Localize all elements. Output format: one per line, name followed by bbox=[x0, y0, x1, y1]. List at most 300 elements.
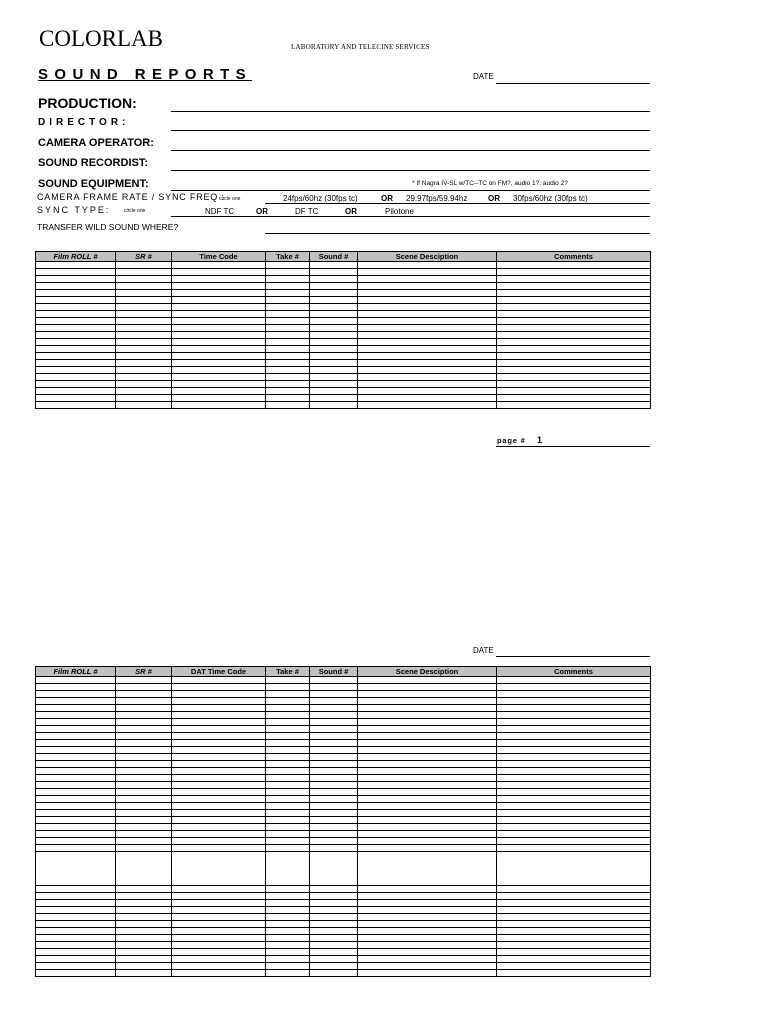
table-cell[interactable] bbox=[497, 318, 651, 325]
table-cell[interactable] bbox=[266, 782, 310, 789]
table-cell[interactable] bbox=[36, 677, 116, 684]
table-cell[interactable] bbox=[497, 381, 651, 388]
table-cell[interactable] bbox=[116, 691, 172, 698]
table-cell[interactable] bbox=[358, 907, 497, 914]
table-cell[interactable] bbox=[497, 817, 651, 824]
table-cell[interactable] bbox=[116, 768, 172, 775]
table-cell[interactable] bbox=[266, 921, 310, 928]
table-cell[interactable] bbox=[266, 970, 310, 977]
table-cell[interactable] bbox=[310, 831, 358, 838]
table-cell[interactable] bbox=[358, 719, 497, 726]
table-cell[interactable] bbox=[116, 262, 172, 269]
table-cell[interactable] bbox=[36, 297, 116, 304]
table-cell[interactable] bbox=[310, 332, 358, 339]
table-cell[interactable] bbox=[172, 381, 266, 388]
table-cell[interactable] bbox=[36, 705, 116, 712]
table-cell[interactable] bbox=[116, 374, 172, 381]
table-cell[interactable] bbox=[266, 346, 310, 353]
table-cell[interactable] bbox=[358, 935, 497, 942]
table-cell[interactable] bbox=[172, 907, 266, 914]
table-cell[interactable] bbox=[172, 733, 266, 740]
table-cell[interactable] bbox=[310, 838, 358, 845]
table-cell[interactable] bbox=[497, 733, 651, 740]
table-cell[interactable] bbox=[116, 782, 172, 789]
table-cell[interactable] bbox=[36, 782, 116, 789]
table-cell[interactable] bbox=[497, 949, 651, 956]
table-cell[interactable] bbox=[172, 726, 266, 733]
table-cell[interactable] bbox=[172, 339, 266, 346]
table-cell[interactable] bbox=[116, 325, 172, 332]
table-cell[interactable] bbox=[36, 719, 116, 726]
table-cell[interactable] bbox=[497, 914, 651, 921]
table-cell[interactable] bbox=[116, 395, 172, 402]
table-cell[interactable] bbox=[310, 276, 358, 283]
frame-rate-option-3[interactable]: 30fps/60hz (30fps tc) bbox=[513, 194, 588, 203]
table-cell[interactable] bbox=[36, 381, 116, 388]
table-cell[interactable] bbox=[116, 290, 172, 297]
table-cell[interactable] bbox=[310, 893, 358, 900]
table-cell[interactable] bbox=[36, 691, 116, 698]
table-cell[interactable] bbox=[266, 831, 310, 838]
table-cell[interactable] bbox=[310, 900, 358, 907]
table-cell[interactable] bbox=[358, 942, 497, 949]
table-cell[interactable] bbox=[497, 789, 651, 796]
table-cell[interactable] bbox=[266, 269, 310, 276]
table-cell[interactable] bbox=[36, 283, 116, 290]
table-cell[interactable] bbox=[266, 262, 310, 269]
table-cell[interactable] bbox=[116, 942, 172, 949]
table-cell[interactable] bbox=[358, 705, 497, 712]
table-cell[interactable] bbox=[358, 311, 497, 318]
table-cell[interactable] bbox=[497, 726, 651, 733]
table-cell[interactable] bbox=[266, 283, 310, 290]
table-cell[interactable] bbox=[358, 367, 497, 374]
table-cell[interactable] bbox=[116, 838, 172, 845]
table-cell[interactable] bbox=[358, 831, 497, 838]
table-cell[interactable] bbox=[172, 838, 266, 845]
table-cell[interactable] bbox=[266, 914, 310, 921]
table-cell[interactable] bbox=[266, 388, 310, 395]
table-cell[interactable] bbox=[310, 304, 358, 311]
table-cell[interactable] bbox=[266, 935, 310, 942]
table-cell[interactable] bbox=[116, 733, 172, 740]
table-cell[interactable] bbox=[172, 935, 266, 942]
table-cell[interactable] bbox=[172, 970, 266, 977]
table-cell[interactable] bbox=[310, 942, 358, 949]
table-cell[interactable] bbox=[310, 845, 358, 852]
date-input-line-2[interactable] bbox=[496, 656, 650, 657]
table-cell[interactable] bbox=[266, 754, 310, 761]
table-cell[interactable] bbox=[36, 817, 116, 824]
table-cell[interactable] bbox=[310, 346, 358, 353]
table-cell[interactable] bbox=[310, 353, 358, 360]
table-cell[interactable] bbox=[310, 782, 358, 789]
table-cell[interactable] bbox=[497, 262, 651, 269]
table-cell[interactable] bbox=[266, 949, 310, 956]
table-cell[interactable] bbox=[497, 332, 651, 339]
table-cell[interactable] bbox=[497, 325, 651, 332]
table-cell[interactable] bbox=[172, 677, 266, 684]
table-cell[interactable] bbox=[497, 852, 651, 886]
table-cell[interactable] bbox=[310, 914, 358, 921]
table-cell[interactable] bbox=[310, 311, 358, 318]
table-cell[interactable] bbox=[36, 893, 116, 900]
table-cell[interactable] bbox=[172, 719, 266, 726]
table-cell[interactable] bbox=[310, 262, 358, 269]
table-cell[interactable] bbox=[172, 374, 266, 381]
table-cell[interactable] bbox=[36, 269, 116, 276]
table-cell[interactable] bbox=[497, 761, 651, 768]
table-cell[interactable] bbox=[172, 928, 266, 935]
table-cell[interactable] bbox=[497, 297, 651, 304]
table-cell[interactable] bbox=[172, 942, 266, 949]
table-cell[interactable] bbox=[497, 907, 651, 914]
table-cell[interactable] bbox=[310, 747, 358, 754]
table-cell[interactable] bbox=[172, 276, 266, 283]
table-cell[interactable] bbox=[497, 698, 651, 705]
table-cell[interactable] bbox=[358, 360, 497, 367]
table-cell[interactable] bbox=[266, 712, 310, 719]
table-cell[interactable] bbox=[266, 942, 310, 949]
table-cell[interactable] bbox=[310, 712, 358, 719]
table-cell[interactable] bbox=[358, 712, 497, 719]
table-cell[interactable] bbox=[36, 367, 116, 374]
table-cell[interactable] bbox=[36, 318, 116, 325]
table-cell[interactable] bbox=[497, 311, 651, 318]
table-cell[interactable] bbox=[36, 761, 116, 768]
table-cell[interactable] bbox=[497, 367, 651, 374]
table-cell[interactable] bbox=[36, 740, 116, 747]
table-cell[interactable] bbox=[310, 796, 358, 803]
table-cell[interactable] bbox=[36, 928, 116, 935]
table-cell[interactable] bbox=[358, 928, 497, 935]
table-cell[interactable] bbox=[310, 726, 358, 733]
table-cell[interactable] bbox=[36, 838, 116, 845]
table-cell[interactable] bbox=[172, 360, 266, 367]
frame-rate-option-1[interactable]: 24fps/60hz (30fps tc) bbox=[283, 194, 358, 203]
table-cell[interactable] bbox=[36, 276, 116, 283]
table-cell[interactable] bbox=[497, 845, 651, 852]
table-cell[interactable] bbox=[310, 733, 358, 740]
table-cell[interactable] bbox=[358, 346, 497, 353]
table-cell[interactable] bbox=[358, 747, 497, 754]
table-cell[interactable] bbox=[36, 970, 116, 977]
table-cell[interactable] bbox=[36, 803, 116, 810]
table-cell[interactable] bbox=[116, 269, 172, 276]
table-cell[interactable] bbox=[310, 395, 358, 402]
table-cell[interactable] bbox=[116, 367, 172, 374]
table-cell[interactable] bbox=[116, 761, 172, 768]
table-cell[interactable] bbox=[172, 304, 266, 311]
table-cell[interactable] bbox=[266, 852, 310, 886]
table-cell[interactable] bbox=[310, 402, 358, 409]
table-cell[interactable] bbox=[36, 963, 116, 970]
table-cell[interactable] bbox=[36, 712, 116, 719]
table-cell[interactable] bbox=[266, 395, 310, 402]
table-cell[interactable] bbox=[172, 402, 266, 409]
table-cell[interactable] bbox=[310, 269, 358, 276]
table-cell[interactable] bbox=[116, 712, 172, 719]
table-cell[interactable] bbox=[358, 402, 497, 409]
table-cell[interactable] bbox=[497, 942, 651, 949]
table-cell[interactable] bbox=[310, 381, 358, 388]
table-cell[interactable] bbox=[310, 921, 358, 928]
table-cell[interactable] bbox=[310, 956, 358, 963]
table-cell[interactable] bbox=[266, 332, 310, 339]
table-cell[interactable] bbox=[310, 935, 358, 942]
table-cell[interactable] bbox=[358, 353, 497, 360]
table-cell[interactable] bbox=[497, 304, 651, 311]
table-cell[interactable] bbox=[497, 269, 651, 276]
table-cell[interactable] bbox=[116, 381, 172, 388]
transfer-wild-input-line[interactable] bbox=[265, 233, 650, 234]
table-cell[interactable] bbox=[116, 353, 172, 360]
table-cell[interactable] bbox=[310, 677, 358, 684]
table-cell[interactable] bbox=[310, 768, 358, 775]
table-cell[interactable] bbox=[36, 949, 116, 956]
table-cell[interactable] bbox=[266, 684, 310, 691]
table-cell[interactable] bbox=[172, 782, 266, 789]
table-cell[interactable] bbox=[358, 339, 497, 346]
table-cell[interactable] bbox=[358, 838, 497, 845]
table-cell[interactable] bbox=[358, 956, 497, 963]
table-cell[interactable] bbox=[310, 684, 358, 691]
table-cell[interactable] bbox=[497, 346, 651, 353]
table-cell[interactable] bbox=[36, 831, 116, 838]
table-cell[interactable] bbox=[266, 796, 310, 803]
table-cell[interactable] bbox=[172, 684, 266, 691]
table-cell[interactable] bbox=[266, 803, 310, 810]
table-cell[interactable] bbox=[172, 297, 266, 304]
table-cell[interactable] bbox=[310, 810, 358, 817]
table-cell[interactable] bbox=[116, 886, 172, 893]
table-cell[interactable] bbox=[36, 810, 116, 817]
table-cell[interactable] bbox=[266, 719, 310, 726]
table-cell[interactable] bbox=[266, 733, 310, 740]
table-cell[interactable] bbox=[358, 325, 497, 332]
table-cell[interactable] bbox=[266, 747, 310, 754]
table-cell[interactable] bbox=[172, 824, 266, 831]
table-cell[interactable] bbox=[36, 733, 116, 740]
table-cell[interactable] bbox=[36, 346, 116, 353]
table-cell[interactable] bbox=[116, 928, 172, 935]
table-cell[interactable] bbox=[36, 914, 116, 921]
table-cell[interactable] bbox=[266, 907, 310, 914]
table-cell[interactable] bbox=[266, 304, 310, 311]
table-cell[interactable] bbox=[497, 754, 651, 761]
table-cell[interactable] bbox=[172, 712, 266, 719]
table-cell[interactable] bbox=[36, 775, 116, 782]
table-cell[interactable] bbox=[116, 754, 172, 761]
table-cell[interactable] bbox=[497, 970, 651, 977]
sound-equipment-input-line[interactable] bbox=[171, 190, 650, 191]
table-cell[interactable] bbox=[172, 914, 266, 921]
table-cell[interactable] bbox=[266, 367, 310, 374]
table-cell[interactable] bbox=[172, 831, 266, 838]
table-cell[interactable] bbox=[172, 845, 266, 852]
table-cell[interactable] bbox=[36, 339, 116, 346]
table-cell[interactable] bbox=[116, 297, 172, 304]
table-cell[interactable] bbox=[358, 691, 497, 698]
table-cell[interactable] bbox=[266, 325, 310, 332]
table-cell[interactable] bbox=[497, 831, 651, 838]
table-cell[interactable] bbox=[116, 276, 172, 283]
table-cell[interactable] bbox=[36, 789, 116, 796]
table-cell[interactable] bbox=[116, 775, 172, 782]
table-cell[interactable] bbox=[172, 395, 266, 402]
table-cell[interactable] bbox=[310, 339, 358, 346]
table-cell[interactable] bbox=[116, 388, 172, 395]
table-cell[interactable] bbox=[358, 949, 497, 956]
table-cell[interactable] bbox=[36, 290, 116, 297]
table-cell[interactable] bbox=[172, 318, 266, 325]
table-cell[interactable] bbox=[36, 698, 116, 705]
table-cell[interactable] bbox=[172, 691, 266, 698]
table-cell[interactable] bbox=[116, 810, 172, 817]
table-cell[interactable] bbox=[116, 970, 172, 977]
table-cell[interactable] bbox=[266, 768, 310, 775]
table-cell[interactable] bbox=[310, 761, 358, 768]
table-cell[interactable] bbox=[116, 963, 172, 970]
frame-rate-option-2[interactable]: 29.97fps/59.94hz bbox=[406, 194, 468, 203]
table-cell[interactable] bbox=[310, 907, 358, 914]
table-cell[interactable] bbox=[172, 893, 266, 900]
table-cell[interactable] bbox=[310, 740, 358, 747]
table-cell[interactable] bbox=[116, 705, 172, 712]
table-cell[interactable] bbox=[266, 810, 310, 817]
table-cell[interactable] bbox=[116, 740, 172, 747]
table-cell[interactable] bbox=[497, 712, 651, 719]
table-cell[interactable] bbox=[172, 956, 266, 963]
table-cell[interactable] bbox=[116, 684, 172, 691]
table-cell[interactable] bbox=[172, 311, 266, 318]
table-cell[interactable] bbox=[172, 262, 266, 269]
table-cell[interactable] bbox=[497, 956, 651, 963]
table-cell[interactable] bbox=[358, 726, 497, 733]
table-cell[interactable] bbox=[266, 677, 310, 684]
table-cell[interactable] bbox=[310, 963, 358, 970]
table-cell[interactable] bbox=[116, 283, 172, 290]
table-cell[interactable] bbox=[358, 388, 497, 395]
table-cell[interactable] bbox=[116, 346, 172, 353]
table-cell[interactable] bbox=[116, 311, 172, 318]
table-cell[interactable] bbox=[172, 325, 266, 332]
table-cell[interactable] bbox=[266, 900, 310, 907]
table-cell[interactable] bbox=[116, 719, 172, 726]
table-cell[interactable] bbox=[358, 374, 497, 381]
table-cell[interactable] bbox=[358, 276, 497, 283]
table-cell[interactable] bbox=[36, 353, 116, 360]
table-cell[interactable] bbox=[172, 698, 266, 705]
table-cell[interactable] bbox=[172, 754, 266, 761]
table-cell[interactable] bbox=[497, 796, 651, 803]
table-cell[interactable] bbox=[310, 886, 358, 893]
table-cell[interactable] bbox=[358, 789, 497, 796]
table-cell[interactable] bbox=[497, 374, 651, 381]
table-cell[interactable] bbox=[310, 852, 358, 886]
table-cell[interactable] bbox=[358, 677, 497, 684]
table-cell[interactable] bbox=[497, 921, 651, 928]
table-cell[interactable] bbox=[266, 705, 310, 712]
table-cell[interactable] bbox=[310, 970, 358, 977]
table-cell[interactable] bbox=[116, 339, 172, 346]
table-cell[interactable] bbox=[36, 402, 116, 409]
table-cell[interactable] bbox=[358, 803, 497, 810]
table-cell[interactable] bbox=[266, 775, 310, 782]
table-cell[interactable] bbox=[266, 290, 310, 297]
table-cell[interactable] bbox=[116, 677, 172, 684]
table-cell[interactable] bbox=[116, 907, 172, 914]
table-cell[interactable] bbox=[358, 761, 497, 768]
table-cell[interactable] bbox=[358, 886, 497, 893]
table-cell[interactable] bbox=[310, 388, 358, 395]
table-cell[interactable] bbox=[172, 353, 266, 360]
table-cell[interactable] bbox=[36, 388, 116, 395]
table-cell[interactable] bbox=[358, 775, 497, 782]
table-cell[interactable] bbox=[266, 276, 310, 283]
table-cell[interactable] bbox=[266, 886, 310, 893]
table-cell[interactable] bbox=[266, 297, 310, 304]
table-cell[interactable] bbox=[172, 346, 266, 353]
table-cell[interactable] bbox=[358, 262, 497, 269]
table-cell[interactable] bbox=[310, 817, 358, 824]
table-cell[interactable] bbox=[358, 900, 497, 907]
table-cell[interactable] bbox=[266, 761, 310, 768]
table-cell[interactable] bbox=[497, 810, 651, 817]
table-cell[interactable] bbox=[310, 360, 358, 367]
table-cell[interactable] bbox=[116, 921, 172, 928]
table-cell[interactable] bbox=[36, 325, 116, 332]
table-cell[interactable] bbox=[497, 824, 651, 831]
table-cell[interactable] bbox=[266, 817, 310, 824]
table-cell[interactable] bbox=[358, 782, 497, 789]
table-cell[interactable] bbox=[36, 747, 116, 754]
table-cell[interactable] bbox=[36, 907, 116, 914]
table-cell[interactable] bbox=[36, 395, 116, 402]
director-input-line[interactable] bbox=[171, 130, 650, 131]
table-cell[interactable] bbox=[116, 789, 172, 796]
table-cell[interactable] bbox=[358, 893, 497, 900]
table-cell[interactable] bbox=[172, 796, 266, 803]
table-cell[interactable] bbox=[358, 297, 497, 304]
table-cell[interactable] bbox=[497, 740, 651, 747]
table-cell[interactable] bbox=[497, 283, 651, 290]
table-cell[interactable] bbox=[36, 921, 116, 928]
table-cell[interactable] bbox=[358, 740, 497, 747]
table-cell[interactable] bbox=[497, 691, 651, 698]
table-cell[interactable] bbox=[172, 789, 266, 796]
table-cell[interactable] bbox=[358, 921, 497, 928]
table-cell[interactable] bbox=[266, 360, 310, 367]
table-cell[interactable] bbox=[36, 824, 116, 831]
table-cell[interactable] bbox=[172, 388, 266, 395]
table-cell[interactable] bbox=[310, 928, 358, 935]
table-cell[interactable] bbox=[266, 353, 310, 360]
table-cell[interactable] bbox=[116, 900, 172, 907]
table-cell[interactable] bbox=[358, 852, 497, 886]
table-cell[interactable] bbox=[172, 768, 266, 775]
table-cell[interactable] bbox=[172, 817, 266, 824]
table-cell[interactable] bbox=[266, 318, 310, 325]
table-cell[interactable] bbox=[172, 852, 266, 886]
table-cell[interactable] bbox=[358, 768, 497, 775]
table-cell[interactable] bbox=[266, 956, 310, 963]
table-cell[interactable] bbox=[266, 691, 310, 698]
table-cell[interactable] bbox=[497, 276, 651, 283]
table-cell[interactable] bbox=[116, 796, 172, 803]
table-cell[interactable] bbox=[310, 374, 358, 381]
table-cell[interactable] bbox=[310, 803, 358, 810]
